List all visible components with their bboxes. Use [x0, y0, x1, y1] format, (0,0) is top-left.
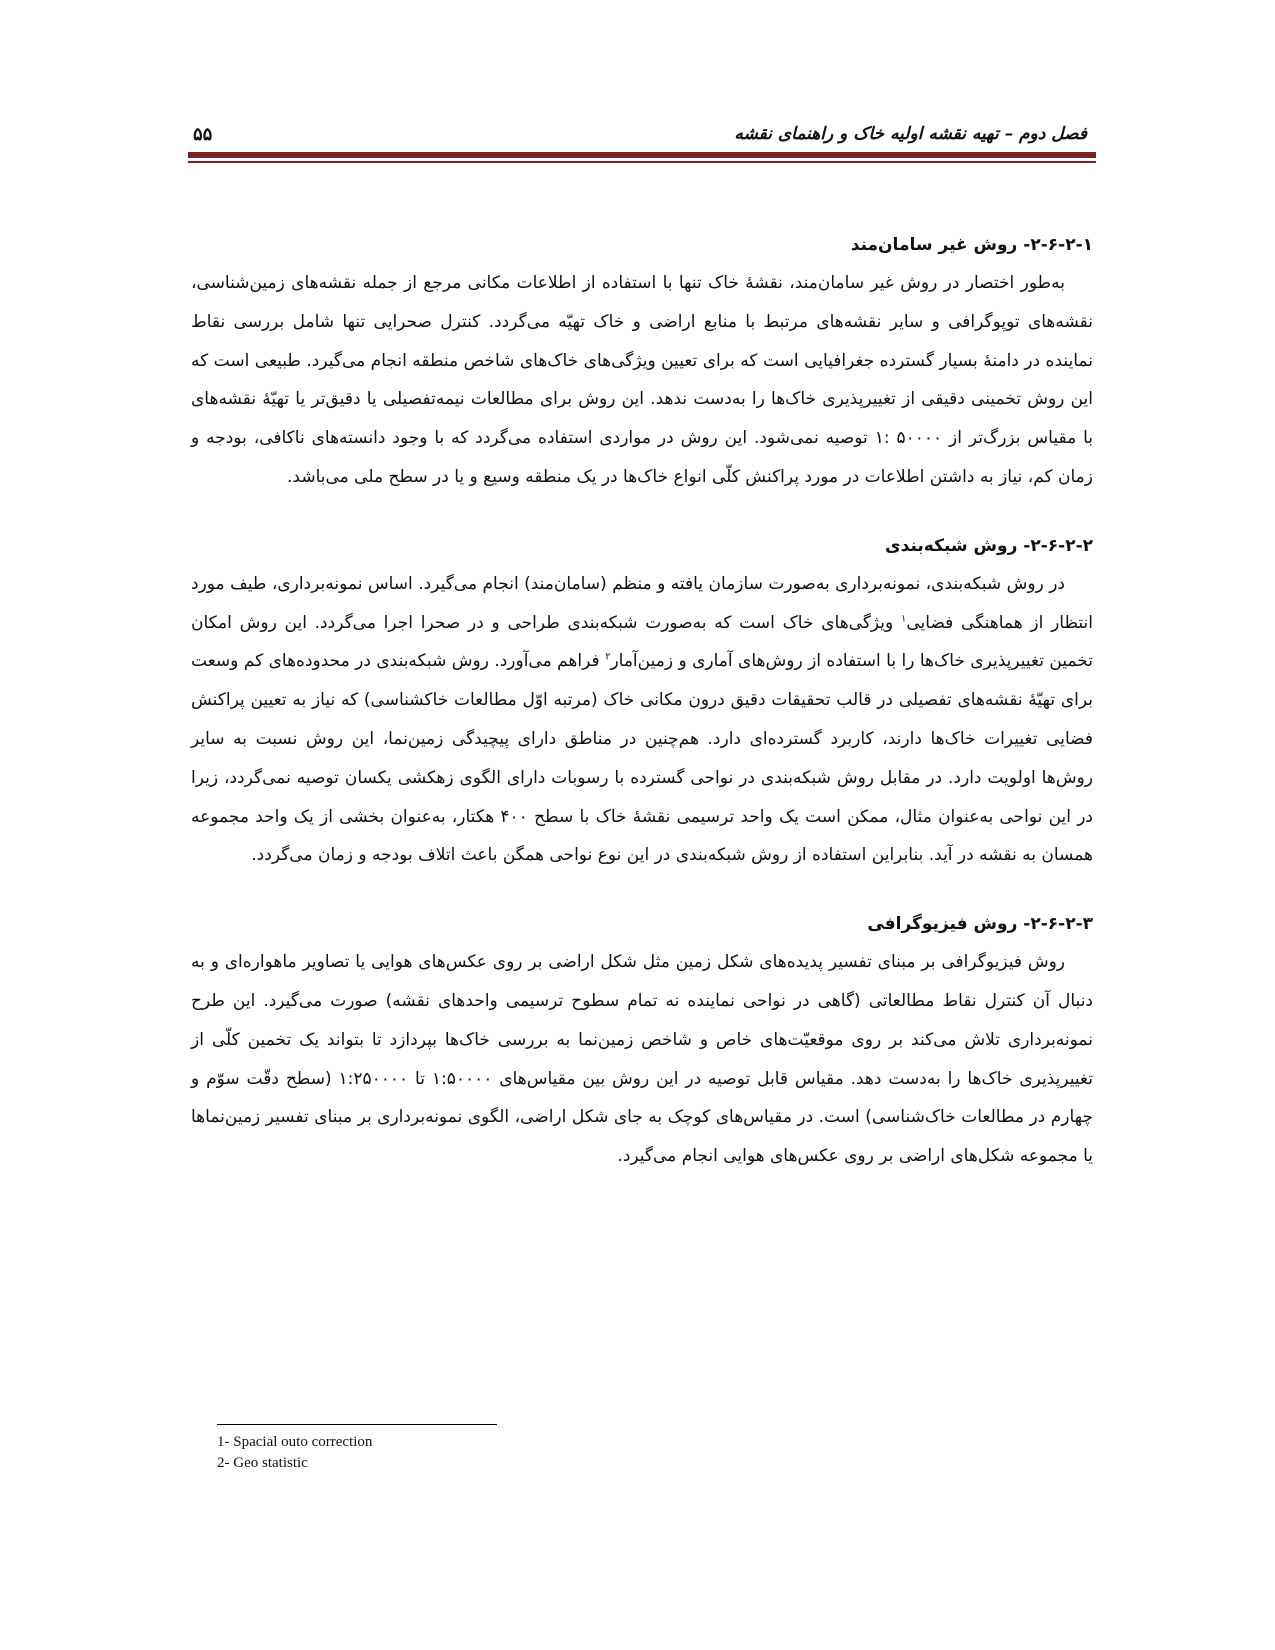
- footnote-separator: [217, 1424, 497, 1425]
- section-paragraph: [191, 565, 1093, 875]
- footnote-item: 2- Geo statistic: [217, 1455, 308, 1471]
- section-heading: ۲-۶-۲-۱- روش غیر سامان‌مند: [850, 235, 1093, 255]
- page-body: [191, 232, 1093, 1212]
- running-header-title: فصل دوم – تهیه نقشه اولیه خاک و راهنمای نقشه: [734, 124, 1087, 144]
- section-paragraph: به‌طور اختصار در روش غیر سامان‌مند، نقشهٔ خاک تنها با استفاده از اطلاعات مکانی مرجع از جمله نقشه‌های زمین‌شناسی، نقشه‌های توپوگرافی و سایر نقشه‌های مرتبط با منابع اراضی و خاک تهیّه می‌گردد. کنترل صحرایی تنها شامل بررسی نقاط نماینده در دامنهٔ بسیار گسترده جغرافیایی است که برای تعیین ویژگی‌های خاک‌های شاخص منطقه انجام می‌گیرد. طبیعی است که این روش تخمینی دقیقی از تغییرپذیری خاک‌ها را به‌دست ندهد. این روش برای مطالعات نیمه‌تفصیلی یا دقیق‌تر یا تهیّهٔ نقشه‌های با مقیاس بزرگ‌تر از ۵۰۰۰۰ :۱ توصیه نمی‌شود. این روش در مواردی استفاده می‌گردد که با وجود دانسته‌های ناکافی، بودجه و زمان کم، نیاز به داشتن اطلاعات در مورد پراکنش کلّی انواع خاک‌ها در یک منطقه وسیع و یا در سطح ملی می‌باشد.: [191, 273, 1094, 487]
- section-grid: [191, 533, 1093, 875]
- footnotes: [217, 1432, 372, 1474]
- header-rule-thin: [188, 161, 1096, 163]
- page-number: ۵۵: [193, 124, 213, 145]
- footnote-ref[interactable]: ۱: [900, 612, 907, 624]
- paragraph-text: ویژگی‌های خاک است که به‌صورت شبکه‌بندی طراحی و در صحرا اجرا می‌گردد. این روش امکان تخمین تغییرپذیری خاک‌ها را با استفاده از روش‌های آماری و زمین‌آمار: [191, 612, 1093, 672]
- section-physiographic: [191, 911, 1093, 1176]
- footnote-item: 1- Spacial outo correction: [217, 1434, 373, 1450]
- paragraph-text: در روش شبکه‌بندی، نمونه‌برداری به‌صورت سازمان یافته و منظم (سامان‌مند) انجام می‌گیرد. اساس نمونه‌برداری، طیف مورد انتظار از هماهنگی فضایی: [191, 573, 1093, 633]
- section-paragraph: روش فیزیوگرافی بر مبنای تفسیر پدیده‌های شکل زمین مثل شکل اراضی بر روی عکس‌های هوایی یا تصاویر ماهواره‌ای و به دنبال آن کنترل نقاط مطالعاتی (گاهی در نواحی نماینده نه تمام سطوح ترسیمی واحدهای نقشه) صورت می‌گیرد. این طرح نمونه‌برداری تلاش می‌کند بر روی موقعیّت‌های خاص و شاخص زمین‌نما به بررسی خاک‌ها بپردازد تا بتواند یک تخمین کلّی از تغییرپذیری خاک‌ها را به‌دست دهد. مقیاس قابل توصیه در این روش بین مقیاس‌های ۱:۵۰۰۰۰ تا ۱:۲۵۰۰۰۰ (سطح دقّت سوّم و چهارم در مطالعات خاک‌شناسی) است. در مقیاس‌های کوچک به جای شکل اراضی، الگوی نمونه‌برداری بر مبنای تفسیر زمین‌نماها یا مجموعه شکل‌های اراضی بر روی عکس‌های هوایی انجام می‌گیرد.: [191, 952, 1093, 1167]
- section-heading: ۲-۶-۲-۲- روش شبکه‌بندی: [885, 535, 1093, 556]
- header-rule-thick: [188, 152, 1096, 158]
- paragraph-text: فراهم می‌آورد. روش شبکه‌بندی در محدوده‌های کم وسعت برای تهیّهٔ نقشه‌های تفصیلی در قالب تحقیقات دقیق درون مکانی خاک (مرتبه اوّل مطالعات خاکشناسی) که نیاز به تعیین پراکنش فضایی تغییرات خاک‌ها دارند، کاربرد گسترده‌ای دارد. هم‌چنین در مناطق دارای پیچیدگی زمین‌نما، این روش نسبت به سایر روش‌ها اولویت دارد. در مقابل روش شبکه‌بندی در نواحی گسترده با رسوبات دارای الگوی زهکشی یکسان توصیه نمی‌گردد، زیرا در این نواحی به‌عنوان مثال، ممکن است یک واحد ترسیمی نقشهٔ خاک با سطح ۴۰۰ هکتار، به‌عنوان بخشی از یک واحد مجموعه همسان به نقشه در آید. بنابراین استفاده از روش شبکه‌بندی در این نوع نواحی همگن باعث اتلاف بودجه و زمان می‌گردد.: [191, 651, 1094, 866]
- section-unsystematic: [191, 232, 1093, 497]
- section-heading: ۲-۶-۲-۳- روش فیزیوگرافی: [867, 914, 1093, 935]
- footnote-ref[interactable]: ۲: [605, 651, 611, 663]
